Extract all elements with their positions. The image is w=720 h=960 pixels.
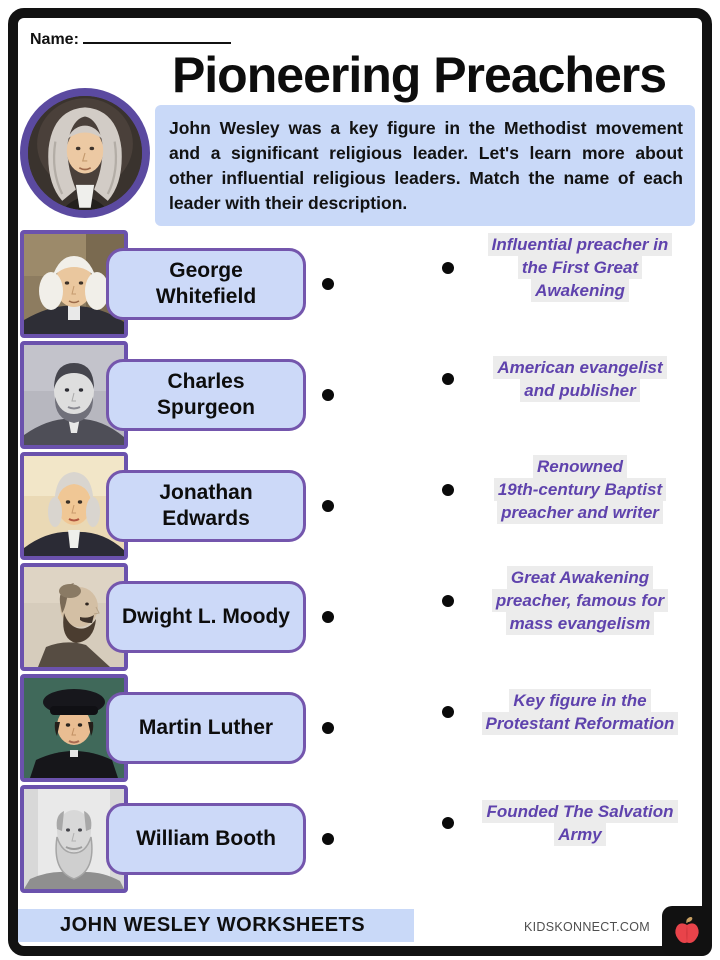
leader-description: Influential preacher in the First Great Awakening <box>454 233 700 302</box>
name-box <box>106 359 306 431</box>
name-box <box>106 692 306 764</box>
leader-name: Jonathan Edwards <box>159 480 253 530</box>
match-row-dwight-moody <box>20 561 700 672</box>
match-dot-left <box>322 389 334 401</box>
leader-name: Charles Spurgeon <box>157 369 255 419</box>
leader-name: Dwight L. Moody <box>122 604 290 628</box>
footer-worksheet-bar <box>18 909 414 942</box>
match-dot-right <box>442 373 454 385</box>
match-dot-right <box>442 706 454 718</box>
match-dot-left <box>322 833 334 845</box>
description-group <box>414 689 700 735</box>
name-box <box>106 803 306 875</box>
intro-line: other influential religious leaders. Match the name of each <box>169 168 683 188</box>
match-dot-right <box>442 817 454 829</box>
leader-name: Martin Luther <box>138 715 274 739</box>
description-group <box>414 455 700 524</box>
intro-line: leader with their description. <box>169 193 408 213</box>
name-blank-line <box>83 30 231 44</box>
leader-name: George Whitefield <box>155 258 257 308</box>
match-row-jonathan-edwards <box>20 450 700 561</box>
worksheet-page <box>8 8 712 956</box>
match-row-charles-spurgeon <box>20 339 700 450</box>
match-row-william-booth <box>20 783 700 894</box>
intro-line: John Wesley was a key figure in the Methodist movement <box>169 118 683 138</box>
description-group <box>414 800 700 846</box>
john-wesley-portrait-image <box>28 96 142 210</box>
description-group <box>414 356 700 402</box>
match-dot-left <box>322 611 334 623</box>
match-row-martin-luther <box>20 672 700 783</box>
leader-description: Founded The Salvation Army <box>454 800 700 846</box>
description-group <box>414 233 700 302</box>
leader-name: William Booth <box>136 826 276 850</box>
match-dot-right <box>442 262 454 274</box>
leader-description: Renowned 19th-century Baptist preacher and writer <box>454 455 700 524</box>
description-group <box>414 566 700 635</box>
match-dot-left <box>322 278 334 290</box>
match-row-george-whitefield <box>20 228 700 339</box>
matching-exercise <box>20 228 700 894</box>
match-dot-left <box>322 722 334 734</box>
intro-line: and a significant religious leader. Let's learn more about <box>169 143 683 163</box>
leader-description: Great Awakening preacher, famous for mass evangelism <box>454 566 700 635</box>
leader-description: Key figure in the Protestant Reformation <box>454 689 700 735</box>
kidskonnect-logo <box>662 906 712 956</box>
match-dot-right <box>442 595 454 607</box>
name-box <box>106 470 306 542</box>
page-title: Pioneering Preachers <box>171 47 667 103</box>
worksheet-series-title: JOHN WESLEY WORKSHEETS <box>60 914 366 936</box>
john-wesley-portrait <box>20 88 150 218</box>
name-box <box>106 581 306 653</box>
match-dot-right <box>442 484 454 496</box>
intro-text-box <box>155 105 695 226</box>
site-credit: KIDSKONNECT.COM <box>523 920 650 934</box>
name-box <box>106 248 306 320</box>
apple-icon <box>672 915 702 947</box>
name-label: Name: <box>30 31 79 48</box>
leader-description: American evangelist and publisher <box>454 356 700 402</box>
match-dot-left <box>322 500 334 512</box>
